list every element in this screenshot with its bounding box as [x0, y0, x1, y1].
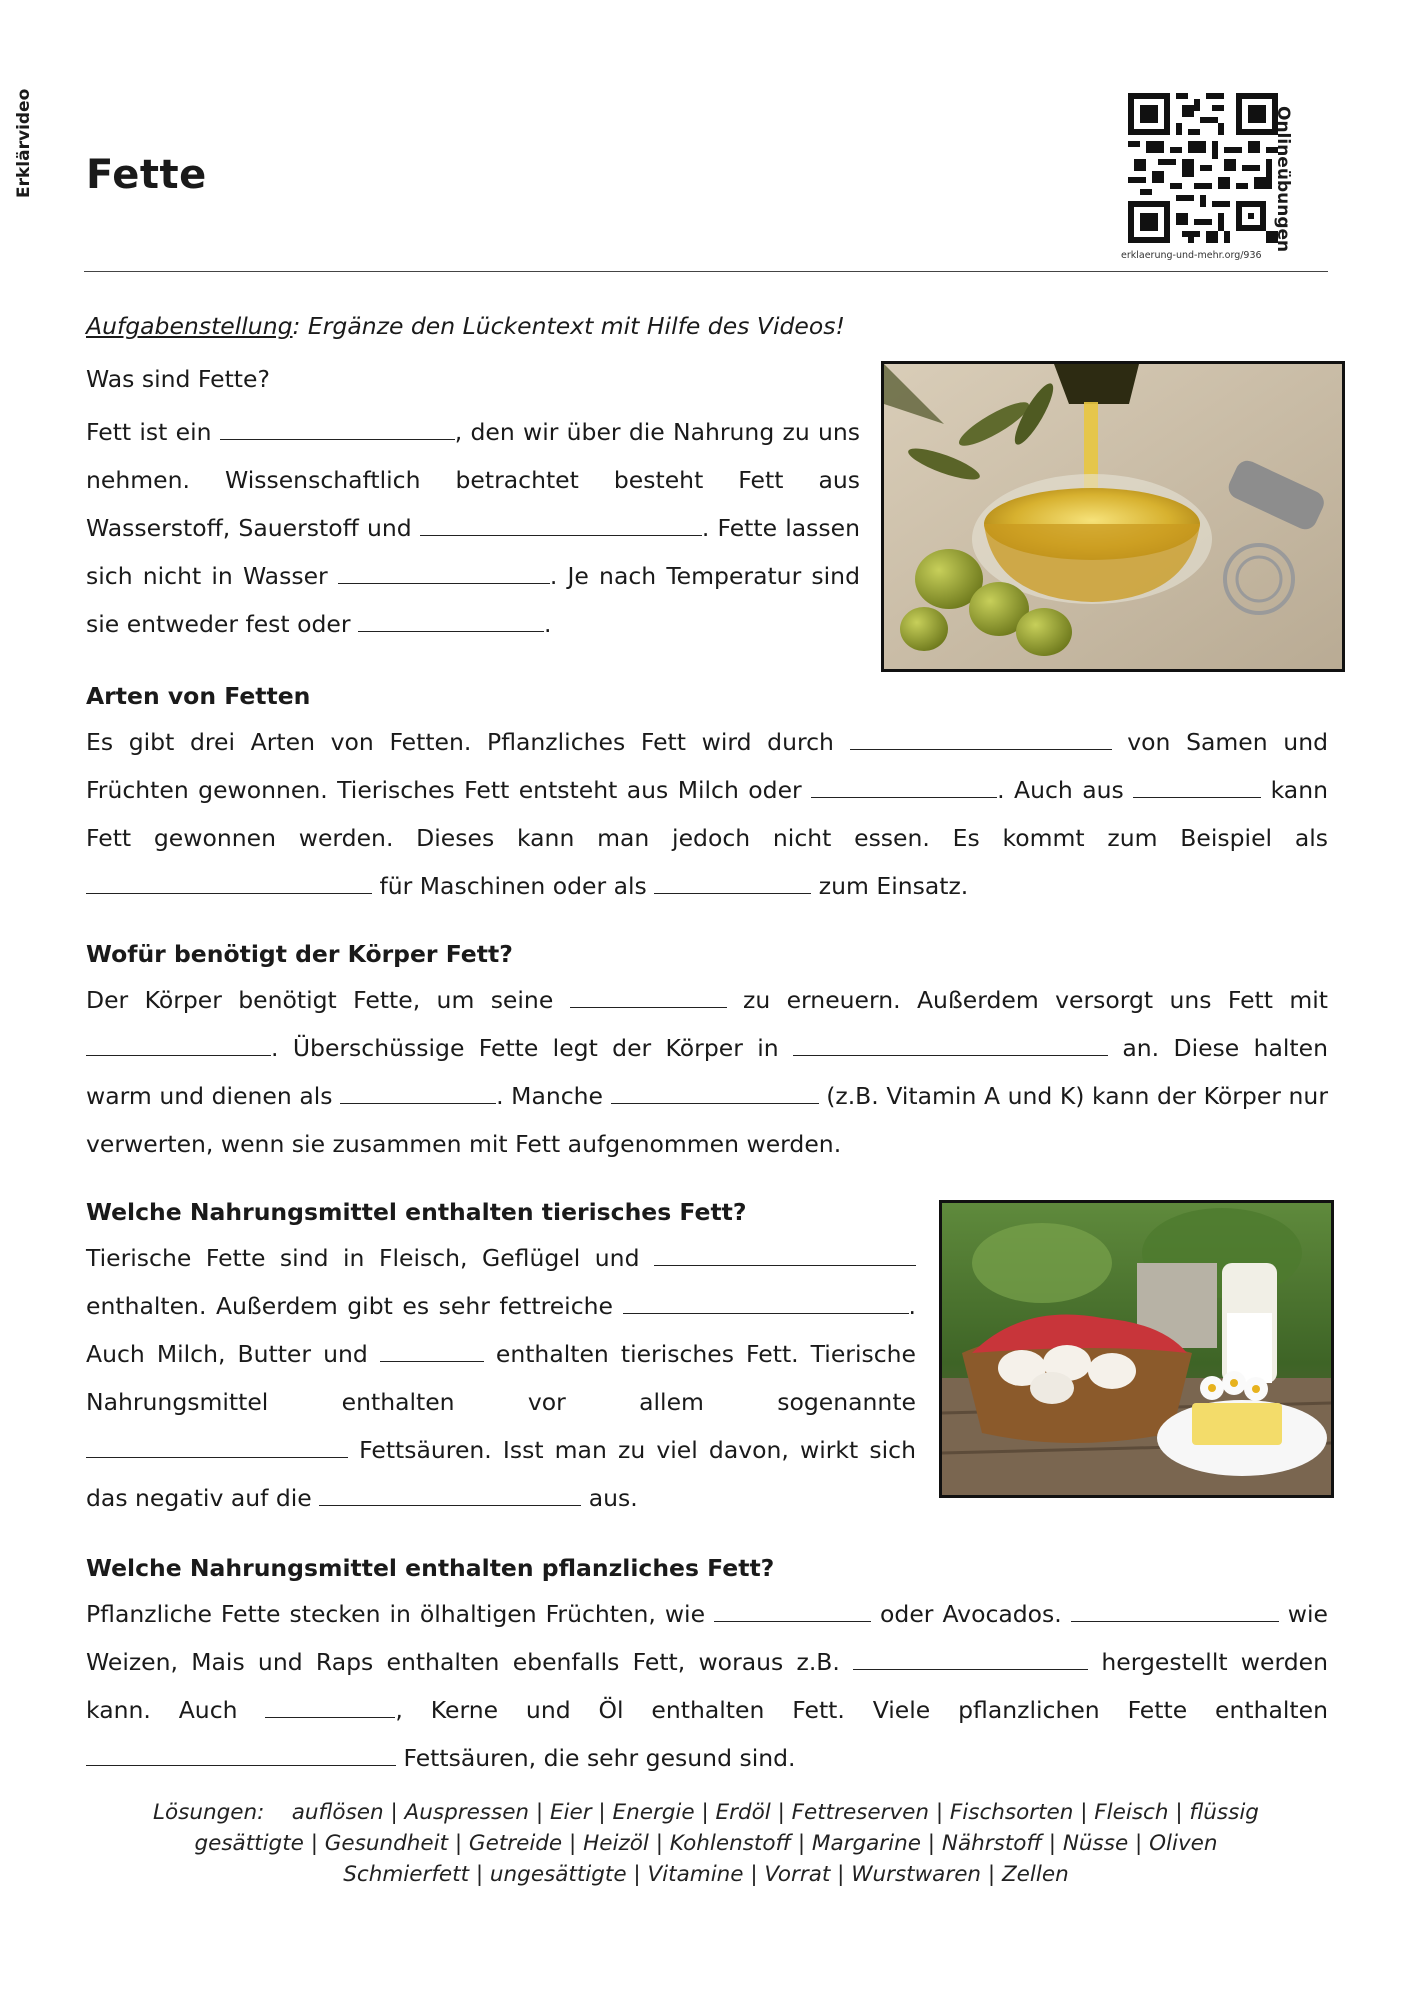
task-text: : Ergänze den Lückentext mit Hilfe des Videos!	[292, 312, 845, 340]
qr-label-video: Erklärvideo	[14, 88, 34, 198]
blank-19[interactable]	[319, 1485, 581, 1506]
blank-7[interactable]	[1133, 777, 1261, 798]
blank-10[interactable]	[570, 987, 727, 1008]
task-instruction	[86, 312, 845, 340]
section3-text: Der Körper benötigt Fette, um seine zu erneuern. Außerdem versorgt uns Fett mit . Überschüssige Fette legt der Körper in an. Diese halten warm und dienen als . Manche (z.B. Vitamin A und K) kann der Körper nur verwerten, wenn sie zusammen mit Fett aufgenommen werden.	[86, 986, 1328, 1158]
blank-4[interactable]	[358, 611, 544, 632]
section3-heading: Wofür benötigt der Körper Fett?	[86, 940, 513, 968]
section5-heading: Welche Nahrungsmittel enthalten pflanzliches Fett?	[86, 1554, 775, 1582]
section2-text: Es gibt drei Arten von Fetten. Pflanzliches Fett wird durch von Samen und Früchten gewonnen. Tierisches Fett entsteht aus Milch oder . Auch aus kann Fett gewonnen werden. Dieses kann man jedoch nicht essen. Es kommt zum Beispiel als für Maschinen oder als zum Einsatz.	[86, 728, 1328, 900]
blank-14[interactable]	[611, 1083, 819, 1104]
eggs-butter-milk-photo	[939, 1200, 1334, 1498]
section4-text: Tierische Fette sind in Fleisch, Geflügel und enthalten. Außerdem gibt es sehr fettreiche . Auch Milch, Butter und enthalten tierisches Fett. Tierische Nahrungsmittel enthalten vor allem sogenannte Fettsäuren. Isst man zu viel davon, wirkt sich das negativ auf die aus.	[86, 1244, 916, 1512]
blank-9[interactable]	[654, 873, 811, 894]
blank-1[interactable]	[220, 419, 455, 440]
blank-16[interactable]	[623, 1293, 909, 1314]
blank-8[interactable]	[86, 873, 372, 894]
blank-12[interactable]	[793, 1035, 1108, 1056]
solutions-box	[96, 1797, 1316, 1890]
blank-21[interactable]	[1071, 1601, 1279, 1622]
blank-18[interactable]	[86, 1437, 348, 1458]
solutions-line-3: Schmierfett | ungesättigte | Vitamine | Vorrat | Wurstwaren | Zellen	[343, 1862, 1069, 1887]
blank-20[interactable]	[714, 1601, 871, 1622]
section1-question: Was sind Fette?	[86, 365, 270, 393]
qr-label-exercises: Onlineübungen	[1273, 106, 1293, 253]
section1-text: Fett ist ein , den wir über die Nahrung zu uns nehmen. Wissenschaftlich betrachtet besteht Fett aus Wasserstoff, Sauerstoff und . Fette lassen sich nicht in Wasser . Je nach Temperatur sind sie entweder fest oder .	[86, 418, 860, 638]
solutions-line-1: Lösungen: auflösen | Auspressen | Eier | Energie | Erdöl | Fettreserven | Fischsorten | Fleisch | flüssig	[153, 1800, 1259, 1825]
section5-text: Pflanzliche Fette stecken in ölhaltigen Früchten, wie oder Avocados. wie Weizen, Mais und Raps enthalten ebenfalls Fett, woraus z.B. hergestellt werden kann. Auch , Kerne und Öl enthalten Fett. Viele pflanzlichen Fette enthalten Fettsäuren, die sehr gesund sind.	[86, 1600, 1328, 1772]
blank-6[interactable]	[811, 777, 997, 798]
header-divider	[84, 271, 1328, 272]
blank-24[interactable]	[86, 1745, 396, 1766]
section2-heading: Arten von Fetten	[86, 682, 311, 710]
qr-code-block	[1085, 88, 1335, 270]
solutions-line-2: gesättigte | Gesundheit | Getreide | Heizöl | Kohlenstoff | Margarine | Nährstoff | Nüsse | Oliven	[194, 1831, 1218, 1856]
olive-oil-photo	[881, 361, 1345, 672]
blank-2[interactable]	[420, 515, 702, 536]
page-title: Fette	[86, 152, 207, 198]
blank-17[interactable]	[380, 1341, 484, 1362]
qr-url: erklaerung-und-mehr.org/936	[1121, 250, 1262, 261]
blank-23[interactable]	[265, 1697, 395, 1718]
blank-5[interactable]	[850, 729, 1112, 750]
section4-heading: Welche Nahrungsmittel enthalten tierisches Fett?	[86, 1198, 747, 1226]
blank-15[interactable]	[654, 1245, 916, 1266]
blank-11[interactable]	[86, 1035, 271, 1056]
blank-22[interactable]	[853, 1649, 1088, 1670]
blank-3[interactable]	[338, 563, 550, 584]
solutions-label: Lösungen:	[153, 1800, 265, 1825]
qr-code-icon[interactable]	[1128, 93, 1278, 243]
blank-13[interactable]	[340, 1083, 496, 1104]
task-label: Aufgabenstellung	[86, 312, 293, 340]
